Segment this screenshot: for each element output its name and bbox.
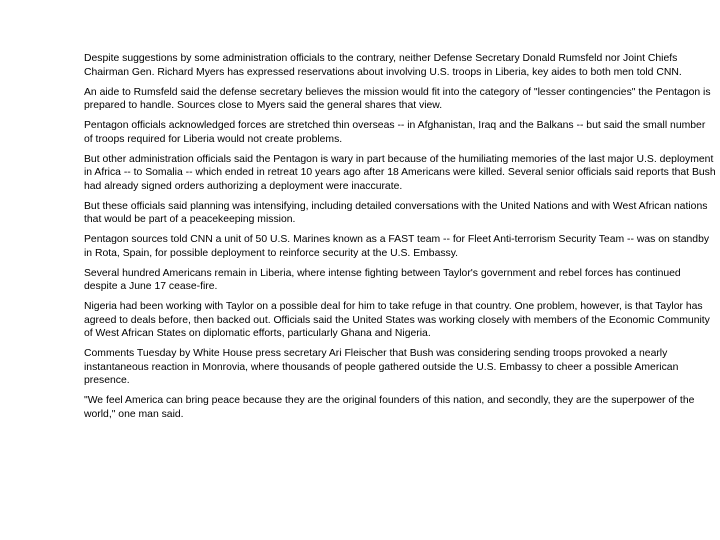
paragraph-5: But these officials said planning was intensifying, including detailed conversations with the United Nations and with West African nations that would be part of a peacekeeping mission. — [84, 200, 708, 225]
article-body — [84, 52, 716, 428]
paragraph-2: An aide to Rumsfeld said the defense secretary believes the mission would fit into the category of "lesser contingencies" the Pentagon is prepared to handle. Sources close to Myers said the general shares that view. — [84, 86, 711, 111]
paragraph-8: Nigeria had been working with Taylor on a possible deal for him to take refuge in that country. One problem, however, is that Taylor has agreed to deals before, then backed out. Officials said the United States was working closely with members of the Economic Community of West African States on diplomatic efforts, particularly Ghana and Nigeria. — [84, 301, 710, 339]
paragraph-1: Despite suggestions by some administration officials to the contrary, neither Defense Secretary Donald Rumsfeld nor Joint Chiefs Chairman Gen. Richard Myers has expressed reservations about involving U.S. troops in Liberia, key aides to both men told CNN. — [84, 53, 682, 78]
paragraph-7: Several hundred Americans remain in Liberia, where intense fighting between Taylor's government and rebel forces has continued despite a June 17 cease-fire. — [84, 267, 681, 292]
paragraph-6: Pentagon sources told CNN a unit of 50 U.S. Marines known as a FAST team -- for Fleet Anti-terrorism Security Team -- was on standby in Rota, Spain, for possible deployment to reinforce security at the U.S. Embassy. — [84, 234, 710, 259]
paragraph-10: "We feel America can bring peace because they are the original founders of this nation, and secondly, they are the superpower of the world," one man said. — [84, 395, 695, 420]
paragraph-9: Comments Tuesday by White House press secretary Ari Fleischer that Bush was considering sending troops provoked a nearly instantaneous reaction in Monrovia, where thousands of people gathered outside the U.S. Embassy to cheer a possible American presence. — [84, 348, 679, 386]
paragraph-4: But other administration officials said the Pentagon is wary in part because of the humiliating memories of the last major U.S. deployment in Africa -- to Somalia -- which ended in retreat 10 years ago after 18 Americans were killed. Several senior officials said reports that Bush had already signed orders authorizing a deployment were inaccurate. — [84, 153, 716, 192]
paragraph-3: Pentagon officials acknowledged forces are stretched thin overseas -- in Afghanistan, Iraq and the Balkans -- but said the small number of troops required for Liberia would not create problems. — [84, 120, 706, 145]
